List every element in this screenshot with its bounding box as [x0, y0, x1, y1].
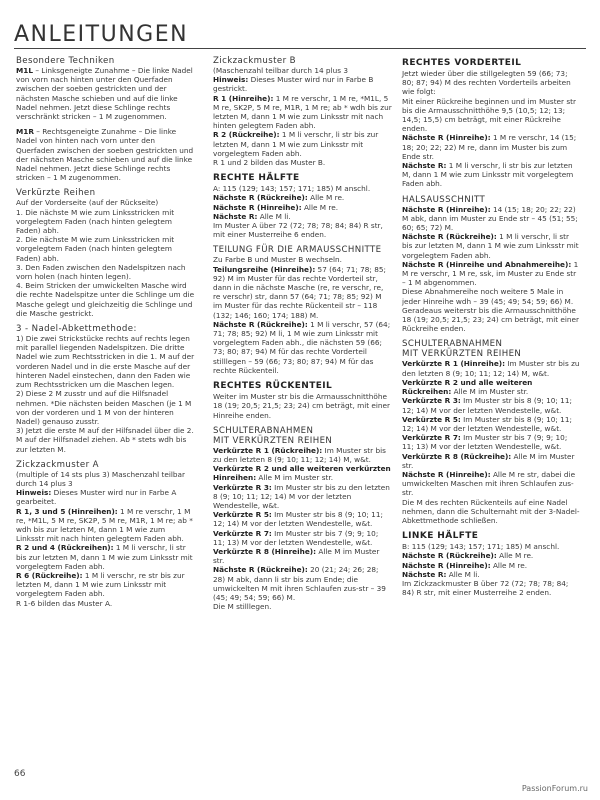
- text-sa3: Im Muster str bis zu den letzten 8 (9; 10; 11; 12; 14) M vor der letzten Wendestelle, w&t.: [213, 482, 390, 510]
- text-sa2: Alle M im Muster str.: [256, 473, 334, 483]
- page-title: ANLEITUNGEN: [14, 22, 189, 47]
- text-sa7: Im Muster str bis 7 (9; 9; 10; 11; 13) M vor der letzten Wendestelle, w&t.: [213, 528, 379, 547]
- text-vs5: Im Muster str bis 8 (9; 10; 11; 12; 14) M vor der letzten Wendestelle, w&t.: [402, 414, 572, 433]
- term-rv-r1: Nächste R (Hinreihe):: [402, 133, 491, 143]
- section-heading-front-shoulder-b: MIT VERKÜRZTEN REIHEN: [402, 349, 522, 360]
- term-m1r: M1R: [16, 127, 34, 137]
- text-ha-r2: 1 M li verschr, li str bis zur letzten M, dann 1 M wie zum Linksstr mit vorgelegtem Faden abh.: [402, 232, 579, 260]
- text-ha-r1: 14 (15; 18; 20; 22; 22) M abk, dann im Muster zu Ende str – 45 (51; 55; 60; 65; 72) M.: [402, 204, 578, 233]
- text-short-rows-1: 1. Die nächste M wie zum Linksstricken mit vorgelegtem Faden (nach hinten gelegtem Faden) abh.: [16, 207, 175, 236]
- term-rh-r3: Nächste R:: [213, 211, 258, 221]
- section-heading-left-half: LINKE HÄLFTE: [402, 531, 479, 542]
- section-heading-shoulder-a: SCHULTERABNAHMEN: [213, 425, 314, 436]
- term-vs2: Verkürzte R 2 und alle weiteren Rückreihen:: [402, 377, 533, 397]
- text-za-end: R 1-6 bilden das Muster A.: [16, 598, 113, 608]
- text-za-r2: 1 M li verschr, li str bis zur letzten M, dann 1 M wie zum Linksstr mit vorgelegtem Faden abh.: [16, 543, 193, 571]
- text-za-r6: 1 M li verschr, re str bis zur letzten M, dann 1 M wie zum Linksstr mit vorgelegtem Faden abh.: [16, 570, 185, 599]
- section-heading-right-half: RECHTE HÄLFTE: [213, 173, 300, 184]
- term-ta-r1: Teilungsreihe (Hinreihe):: [213, 264, 316, 274]
- text-za-r1: 1 M re verschr, 1 M re, *M1L, 5 M re, SK2P, 5 M re, M1R, 1 M re; ab * wdh bis zur letzten M, dann 1 M wie zum Linksstr mit nach hinten gelegtem Faden abh.: [16, 506, 193, 544]
- term-lh-r2: Nächste R (Hinreihe):: [402, 560, 491, 570]
- section-heading-front-shoulder-a: SCHULTERABNAHMEN: [402, 339, 503, 350]
- text-zigzag-b-intro: (Maschenzahl teilbar durch 14 plus 3: [213, 66, 348, 75]
- text-hinweis-b: Dieses Muster wird nur in Farbe B gestrickt.: [213, 75, 374, 94]
- text-three-needle-3: 3) Jetzt die erste M auf der Hilfsnadel über die 2. M auf der Hilfsnadel ziehen. Ab * stets wdh bis zur letzten M.: [16, 426, 194, 454]
- text-rh-end: Im Muster A über 72 (72; 78; 78; 84; 84) R str, mit einer Musterreihe 6 enden.: [213, 221, 383, 240]
- term-rh-r2: Nächste R (Hinreihe):: [213, 202, 302, 212]
- term-za-r6: R 6 (Rückreihe):: [16, 570, 83, 580]
- text-ta-r1: 57 (64; 71; 78; 85; 92) M im Muster für das rechte Vorderteil str, dann in die nächste Masche (re, re verschr, re, re verschr) str, dann 57 (64; 71; 78; 85; 92) M im Muster für das rechte Rückenteil str – 118 (132; 146; 160; 174; 188) M.: [213, 264, 386, 320]
- title-rule: [14, 48, 586, 49]
- term-sa5: Verkürzte R 5:: [213, 510, 272, 520]
- text-lh-r1: Alle M re.: [496, 551, 534, 561]
- text-rh-r3: Alle M li.: [257, 211, 291, 221]
- term-hinweis-a: Hinweis:: [16, 488, 52, 498]
- term-zb-r1: R 1 (Hinreihe):: [213, 93, 274, 103]
- term-lh-r3: Nächste R:: [402, 569, 447, 579]
- column-2: [213, 56, 392, 611]
- section-heading-right-back: RECHTES RÜCKENTEIL: [213, 381, 333, 392]
- text-short-rows-intro: Auf der Vorderseite (auf der Rückseite): [16, 198, 159, 208]
- watermark: PassionForum.ru: [521, 784, 588, 793]
- text-three-needle-1: 1) Die zwei Strickstücke rechts auf rechts legen mit parallel liegenden Nadelspitzen. Die dritte Nadel wie zum Rechtsstricken in die 1. M auf der vorderen Nadel und in die erste Masche auf der hinteren Nadel einstechen, dann den Faden wie zum Rechtsstricken um die Maschen legen.: [16, 334, 195, 390]
- text-zigzag-a-intro: (multiple of 14 sts plus 3) Maschenzahl teilbar durch 14 plus 3: [16, 469, 186, 488]
- text-vs7: Im Muster str bis 7 (9; 9; 10; 11; 13) M vor der letzten Wendestelle, w&t.: [402, 433, 568, 452]
- term-sa2: Verkürzte R 2 und alle weiteren verkürzten Hinreihen:: [213, 464, 391, 483]
- text-rv-r1: 1 M re verschr, 14 (15; 18; 20; 22; 22) M re, dann im Muster bis zum Ende str.: [402, 133, 577, 161]
- text-sa9: 20 (21; 24; 26; 28; 28) M abk, dann li str bis zum Ende; die umwickelten M mit ihren Schlaufen zus-str – 39 (45; 49; 54; 59; 66) M.: [213, 565, 386, 602]
- section-heading-zigzag-b: Zickzackmuster B: [213, 56, 296, 66]
- text-vs10: Die M des rechten Rückenteils auf eine Nadel nehmen, dann die Schulternaht mit der 3-Nadel-Abkettmethode schließen.: [402, 497, 580, 525]
- term-za-r2: R 2 und 4 (Rückreihen):: [16, 543, 114, 553]
- section-heading-armhole-split: TEILUNG FÜR DIE ARMAUSSCHNITTE: [213, 245, 382, 256]
- text-ha-r3: 1 M re verschr, 1 M re, ssk, im Muster zu Ende str – 1 M abgenommen.: [402, 259, 579, 288]
- text-rh-cast-on: A: 115 (129; 143; 157; 171; 185) M anschl.: [213, 184, 371, 194]
- section-heading-neckline: HALSAUSSCHNITT: [402, 194, 486, 205]
- text-rh-r2: Alle M re.: [301, 202, 339, 212]
- term-ha-r3: Nächste R (Hinreihe und Abnahmereihe):: [402, 259, 572, 269]
- text-short-rows-3: 3. Den Faden zwischen den Nadelspitzen nach vorn holen (nach hinten legen).: [16, 262, 186, 282]
- term-rh-r1: Nächste R (Rückreihe):: [213, 193, 308, 203]
- term-lh-r1: Nächste R (Rückreihe):: [402, 551, 497, 561]
- term-vs3: Verkürzte R 3:: [402, 396, 461, 406]
- text-sa1: Im Muster str bis zu den letzten 8 (9; 10; 11; 12; 14) M, w&t.: [213, 445, 386, 464]
- term-vs5: Verkürzte R 5:: [402, 414, 461, 424]
- text-vs3: Im Muster str bis 8 (9; 10; 11; 12; 14) M vor der letzten Wendestelle, w&t.: [402, 396, 572, 415]
- text-sa-end: Die M stilllegen.: [213, 602, 272, 612]
- text-vs8: Alle M im Muster str.: [402, 451, 575, 470]
- term-ta-r2: Nächste R (Rückreihe):: [213, 319, 308, 329]
- text-m1r: – Rechtsgeneigte Zunahme – Die linke Nadel von hinten nach vorn unter den Querfaden zwischen der soeben gestrickten und der nächsten Masche schieben und auf die linke Nadel nehmen. Jetzt diese Schlinge rechts stricken – 1 M zugenommen.: [16, 127, 194, 183]
- text-rv-r2: 1 M li verschr, li str bis zur letzten M, dann 1 M wie zum Linksstr mit vorgelegtem Faden abh.: [402, 161, 574, 189]
- section-heading-three-needle: 3 - Nadel-Abkettmethode:: [16, 324, 137, 335]
- section-heading-shoulder-b: MIT VERKÜRZTEN REIHEN: [213, 435, 333, 446]
- text-sa5: Im Muster str bis 8 (9; 10; 11; 12; 14) M vor der letzten Wendestelle, w&t.: [213, 510, 383, 529]
- term-rv-r2: Nächste R:: [402, 161, 447, 171]
- text-zb-r1: 1 M re verschr, 1 M re, *M1L, 5 M re, SK2P, 5 M re, M1R, 1 M re; ab * wdh bis zur letzten M, dann 1 M wie zum Linksstr mit nach hinten gelegtem Faden abh.: [213, 93, 392, 131]
- column-1: [16, 56, 195, 608]
- section-heading-short-rows: Verkürzte Reihen: [16, 188, 96, 199]
- text-vs9: Alle M re str, dabei die umwickelten Maschen mit ihren Schlaufen zus-str.: [402, 469, 576, 498]
- section-heading-right-front: RECHTES VORDERTEIL: [402, 58, 522, 68]
- text-zb-end: R 1 und 2 bilden das Muster B.: [213, 158, 326, 168]
- text-lh-r3: Alle M li.: [446, 569, 480, 579]
- text-ha-r4: Diese Abnahmereihe noch weitere 5 Male in jeder Hinreihe wdh – 39 (45; 49; 54; 59; 66) M.: [402, 287, 574, 306]
- text-short-rows-2: 2. Die nächste M wie zum Linksstricken mit vorgelegtem Faden (nach hinten gelegtem Faden) abh.: [16, 235, 175, 263]
- text-rh-r1: Alle M re.: [307, 193, 345, 203]
- text-sa8: Alle M im Muster str.: [213, 546, 380, 566]
- page-number: 66: [14, 769, 26, 779]
- term-sa3: Verkürzte R 3:: [213, 482, 272, 492]
- term-m1l: M1L: [16, 66, 33, 75]
- text-vs1: Im Muster str bis zu den letzten 8 (9; 10; 11; 12; 14) M, w&t.: [402, 359, 580, 378]
- term-ha-r2: Nächste R (Rückreihe):: [402, 232, 497, 242]
- text-hinweis-a: Dieses Muster wird nur in Farbe A gearbeitet.: [16, 488, 177, 507]
- text-ta-intro: Zu Farbe B und Muster B wechseln.: [213, 255, 342, 265]
- term-vs7: Verkürzte R 7:: [402, 433, 461, 443]
- text-ta-r2: 1 M li verschr, 57 (64; 71; 78; 85; 92) M li, 1 M wie zum Linksstr mit vorgelegtem Faden abh., die nächsten 59 (66; 73; 80; 87; 94) M für das rechte Vorderteil stilllegen – 59 (66; 73; 80; 87; 94) M für das rechte Rückenteil.: [213, 319, 391, 375]
- term-za-r1: R 1, 3 und 5 (Hinreihen):: [16, 506, 118, 516]
- text-lh-r2: Alle M re.: [490, 560, 528, 570]
- section-heading-zigzag-a: Zickzackmuster A: [16, 459, 99, 470]
- term-sa1: Verkürzte R 1 (Rückreihe):: [213, 445, 323, 455]
- text-right-back: Weiter im Muster str bis die Armausschnitthöhe 18 (19; 20,5; 21,5; 23; 24) cm beträgt, mit einer Hinreihe enden.: [213, 392, 391, 420]
- term-ha-r1: Nächste R (Hinreihe):: [402, 204, 491, 214]
- term-sa8: Verkürzte R 8 (Hinreihe):: [213, 546, 317, 556]
- text-lh-cast-on: B: 115 (129; 143; 157; 171; 185) M anschl.: [402, 542, 560, 552]
- term-sa9: Nächste R (Rückreihe):: [213, 565, 308, 575]
- text-ha-r5: Geradeaus weiterstr bis die Armausschnitthöhe 18 (19; 20,5; 21,5; 23; 24) cm beträgt, mit einer Rückreihe enden.: [402, 305, 580, 334]
- text-m1l: – Linksgeneigte Zunahme – Die linke Nadel von vorn nach hinten unter den Querfaden zwischen der soeben gestrickten und der nächsten Masche schieben und auf die linke Nadel nehmen. Jetzt diese Schlinge rechts verschränkt stricken – 1 M zugenommen.: [16, 66, 193, 122]
- term-vs8: Verkürzte R 8 (Rückreihe):: [402, 451, 512, 461]
- term-zb-r2: R 2 (Rückreihe):: [213, 130, 280, 140]
- term-sa7: Verkürzte R 7:: [213, 528, 272, 538]
- term-vs1: Verkürzte R 1 (Hinreihe):: [402, 359, 506, 369]
- text-three-needle-2: 2) Diese 2 M zusstr und auf die Hilfsnadel nehmen. *Die nächsten beiden Maschen (je 1 M von der vorderen und 1 M von der hinteren Nadel) genauso zusstr.: [16, 389, 192, 426]
- text-zb-r2: 1 M li verschr, li str bis zur letzten M, dann 1 M wie zum Linksstr mit vorgelegtem Faden abh.: [213, 130, 379, 158]
- section-heading-techniques: Besondere Techniken: [16, 56, 115, 66]
- text-rv-intro: Jetzt wieder über die stillgelegten 59 (66; 73; 80; 87; 94) M des rechten Vorderteils arbeiten wie folgt:: [402, 69, 571, 97]
- text-rv-main: Mit einer Rückreihe beginnen und im Muster str bis die Armausschnitthöhe 9,5 (10,5; 12; 13; 14,5; 15,5) cm beträgt, mit einer Rückreihe enden.: [402, 96, 577, 134]
- text-lh-end: Im Zickzackmuster B über 72 (72; 78; 78; 84; 84) R str, mit einer Musterreihe 2 enden.: [402, 578, 569, 598]
- text-vs2: Alle M im Muster str.: [451, 387, 529, 397]
- text-short-rows-4: 4. Beim Stricken der umwickelten Masche wird die rechte Nadelspitze unter die Schlinge um die Masche gelegt und gleichzeitig die Schlinge und die Masche gestrickt.: [16, 281, 195, 318]
- term-vs9: Nächste R (Hinreihe):: [402, 469, 491, 479]
- term-hinweis-b: Hinweis:: [213, 75, 249, 85]
- column-3: [402, 56, 581, 597]
